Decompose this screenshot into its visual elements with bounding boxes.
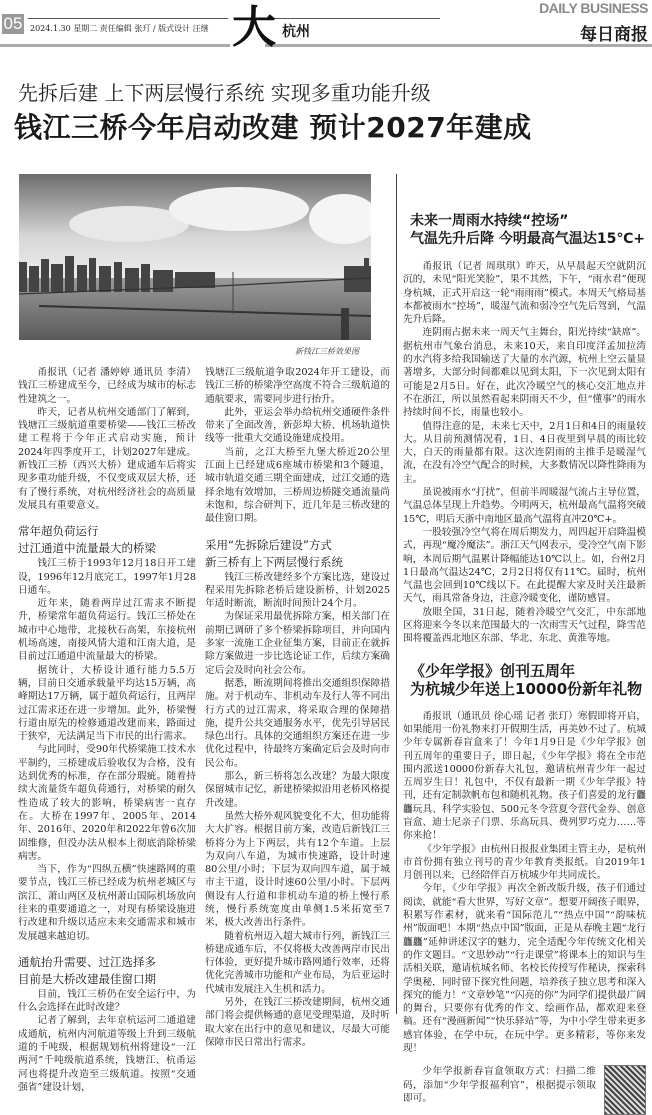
- paragraph: 据统计，大桥设计通行能力5.5万辆，目前日交通承载量平均达15万辆，高峰期达17万辆，属于超负荷运行，且两岸过江需求还在进一步增加。此外，桥梁慢行道由原先的检修通道改建而来，路面过于狭窄，无法满足当下市民的出行需求。: [18, 664, 196, 743]
- paragraph: 虽说被雨水“打扰”，但前半周暖湿气流占主导位置，气温总体呈现上升趋势。今明两天，杭州最高气温将突破15℃，明后天浙中南地区最高气温将直冲20℃+。: [403, 487, 646, 525]
- page-number: 05: [3, 14, 23, 33]
- paragraph: 钱塘江三级航道争取2024年开工建设，而钱江三桥的桥梁净空高度不符合三级航道的通航要求，需要同步进行抬升。: [205, 367, 390, 405]
- paragraph: 为保证采用最优拆除方案，相关部门在前期已调研了多个桥梁拆除项目，并向国内多家一流施工企业征集方案，目前正在就拆除方案做进一步比选论证工作，后续方案确定后会及时向社会公布。: [205, 611, 390, 676]
- lead-article-column-1: [18, 366, 196, 1094]
- section-heading: [18, 523, 196, 557]
- paragraph: 当下，作为“四纵五横”快速路网的重要节点，钱江三桥已经成为杭州老城区与滨江、萧山两区及杭州萧山国际机场放向往来的重要通道之一，对现有桥梁设施进行改建和升级以适应未来交通需求和城市发展越来越迫切。: [18, 864, 196, 942]
- section-heading: [205, 537, 390, 571]
- paragraph: 甬报讯（通讯员 徐心瑶 记者 张玎）寒假即将开启，如果能用一份礼物来打开假期生活，再美妙不过了。杭城少年专属新春盲盒来了！今年1月9日是《少年学报》创刊五周年的重要日子，即日起，《少年学报》将在全市范围内派送10000份新春大礼包，邀请杭州青少年一起过五周岁生日！礼包中，不仅有最新一期《少年学报》特刊，还有定制款帆布包和随机礼物。孩子们喜爱的龙行龘龘玩具、科学实验包、500元冬令营夏令营代金券、创意盲盒、迪士尼亲子门票、乐高玩具、费列罗巧克力……等你来抢！: [403, 710, 646, 842]
- paragraph: 今年，《少年学报》再次全新改版升级，孩子们通过阅读，就能“看大世界，写好文章”。想要开阔孩子眼界，积累写作素材，就来看“国际范儿”“热点中国”“韵味杭州”版面吧！本期“热点中国”版面，正是从春晚主题“龙行龘龘”延伸讲述汉字的魅力，完全适配今年传统文化相关的作文题目。“文思妙动”“行走课堂”将课本上的知识与生活相关联，邀请杭城名师、名校长传授写作秘诀，探索科学奥秘，同时留下探究性问题，培养孩子独立思考和深入探究的能力！“文章妙笔”“闪亮的你”为同学们提供最广阔的舞台，只要你有优秀的作文、绘画作品，都欢迎来登稿。还有“漫画新闻”“快乐驿站”等，为中小学生带来更多感官体验，在学中玩，在玩中学。更多精彩，等你来发现！: [403, 883, 646, 1055]
- section-heading-line: 目前是大桥改建最佳窗口期: [18, 971, 156, 986]
- lead-headline: 钱江三桥今年启动改建 预计2027年建成: [14, 111, 532, 144]
- paragraph: 另外，在钱江三桥改建期间，杭州交通部门将会提供畅通的意见受理渠道，及时听取大家在出行中的意见和建议，尽最大可能保障市民日常出行需求。: [205, 997, 390, 1048]
- issue-meta: 2024.1.30 星期二 责任编辑 张玎 / 版式设计 汪继: [30, 24, 209, 33]
- weather-headline: [403, 212, 646, 248]
- kids-howto: [403, 1065, 596, 1105]
- paragraph: 甬报讯（记者 潘婷婷 通讯员 李清）钱江三桥建成至今，已经成为城市的标志性建筑之一。: [18, 367, 196, 405]
- kids-howto-text: 少年学报新春盲盒领取方式：扫描二维码，添加“少年学报福利官”，根据提示领取即可。: [403, 1066, 596, 1104]
- qr-code[interactable]: [604, 1065, 646, 1115]
- paragraph: 据悉，断流期间将推出交通组织保障措施。对于机动车、非机动车及行人等不同出行方式的过江需求，将采取合理的保障措施，提升公共交通服务水平，优先引导居民绿色出行。具体的交通组织方案还在进一步优化过程中，待最终方案确定后会及时向市民公布。: [205, 677, 390, 769]
- kids-article: [403, 710, 646, 1056]
- paragraph: 昨天，记者从杭州交通部门了解到，钱塘江三级航道重要桥梁——钱江三桥改建工程将于今年正式启动实施，预计2024年四季度开工，计划2027年建成。新钱江三桥（西兴大桥）建成通车后将实现多重功能升级，不仅变成双层大桥，还有了慢行系统，对杭州经济社会的高质量发展具有重要意义。: [18, 406, 196, 511]
- paragraph: 一股较强冷空气将在周后期发力，周四起开启降温模式，再现“魔冷魔法”。浙江天气网表示，受冷空气南下影响，本周后期气温累计降幅能达10℃以上。如，台州2月1日最高气温达24℃，2月2日将仅有11℃。届时，杭州气温也会回到10℃线以下。在此提醒大家及时关注最新天气，雨具常备身边，注意冷暖变化，谨防感冒。: [403, 526, 646, 605]
- weather-article: [403, 260, 646, 646]
- header-bar: [0, 44, 230, 47]
- section-heading-line: 常年超负荷运行: [18, 524, 99, 539]
- kids-headline: [403, 662, 646, 698]
- paragraph: 当前，之江大桥至九堡大桥近20公里江面上已经建成6座城市桥梁和3个隧道，城市轨道交通三期全面建成，过江交通的选择余地有效增加，三桥周边桥隧交通流量尚未饱和，综合研判下，近几年是三桥改建的最佳窗口期。: [205, 446, 390, 525]
- section-heading-line: 采用“先拆除后建设”方式: [205, 537, 332, 552]
- bridge-rendering-photo: [19, 174, 371, 340]
- section-logo: 大: [232, 2, 276, 53]
- paragraph: 《少年学报》由杭州日报报业集团主管主办，是杭州市首份拥有独立刊号的青少年教育类报纸。自2019年1月创刊以来，已经陪伴百万杭城少年共同成长。: [403, 843, 646, 882]
- weather-title-line2: 气温先升后降 今明最高气温达15℃+: [410, 231, 646, 247]
- photo-caption: 新钱江三桥效果图: [295, 347, 359, 356]
- paragraph: 与此同时，受90年代桥梁施工技术水平制约，三桥建成后验收仅为合格，没有达到优秀的标准，存在部分瑕疵。随着持续大流量货车超负荷通行，对桥梁的耐久性造成了较大的影响，桥梁病害一直存在。大桥在1997年、2005年、2014年、2016年、2020年和2022年曾6次加固维修，但没办法从根本上彻底消除桥梁病害。: [18, 744, 196, 862]
- paragraph: 那么，新三桥将怎么改建？为最大限度保留城市记忆，新建桥梁拟沿用老桥风格提升改建。: [205, 771, 390, 809]
- paragraph: 甬报讯（记者 周琪琪）昨天，从早晨起天空就阴沉沉的，未见“阳光笑脸”，果不其然，下午，“雨水君”便现身杭城，正式开启这一轮“雨雨雨”模式。本周天气格局基本都被雨水“控场”，暖湿气流和弱冷空气先后驾到，气温先升后降。: [403, 261, 646, 326]
- paragraph: 钱江三桥改建经多个方案比选，建设过程采用先拆除老桥后建设新桥，计划2025年适时断流，断流时间预计24个月。: [205, 571, 390, 610]
- column-divider: [396, 174, 397, 1014]
- section-heading-line: 新三桥有上下两层慢行系统: [205, 554, 343, 569]
- paragraph: 随着杭州迈入超大城市行列，新钱江三桥建成通车后，不仅将极大改善两岸市民出行体验，更好提升城市路网通行效率，还将优化完善城市功能和产业布局，为后亚运时代城市发展注入生机和活力。: [205, 930, 390, 995]
- paragraph: 记者了解到，去年京杭运河二通道建成通航，杭州内河航道等级上升到三级航道的千吨级，根据规划杭州将建设“一江两河”千吨级航道系统，钱塘江、杭甬运河也将提升改造至三级航道。按照“交通强省”建设计划，: [18, 1015, 196, 1093]
- kids-title-line2: 为杭城少年送上10000份新年礼物: [410, 679, 643, 698]
- paragraph: 钱江三桥于1993年12月18日开工建设，1996年12月底完工，1997年1月28日通车。: [18, 558, 196, 596]
- paragraph: 值得注意的是，未来七天中，2月1日和4日的雨量较大。从目前预测情况看，1日、4日夜里到早晨的雨比较大，白天的雨量都有限。这次连阴雨的主推手是暖湿气流，在没有冷空气配合的时候，大多数情况以降性降雨为主。: [403, 420, 646, 485]
- paragraph: 连阴雨占据未来一周天气主舞台，阳光持续“缺席”。据杭州市气象台消息，未来10天，来自印度洋孟加拉湾的水汽将多给我国输送了大量的水汽源，杭州上空云量显著增多，大部分时间都难以见到太阳，下一次见到太阳有可能是2月5日。好在，此次冷暖空气的核心交汇地点并不在浙江，所以虽然看起来阴雨天不少，但“懂事”的雨水持续时间不长，雨量也较小。: [403, 327, 646, 419]
- lead-article-column-2: [205, 366, 390, 1049]
- brand-english: DAILY BUSINESS: [539, 0, 648, 16]
- kids-howto-row: [403, 1065, 646, 1115]
- section-heading-line: 通航抬升需要、过江选择多: [18, 954, 156, 969]
- paragraph: 此外，亚运会举办给杭州交通硬件条件带来了全面改善，新彭埠大桥、机场轨道快线等一批重大交通设施建成投用。: [205, 406, 390, 445]
- weather-title-line1: 未来一周雨水持续“控场”: [410, 213, 569, 229]
- section-heading: [18, 954, 196, 988]
- kids-title-line1: 《少年学报》创刊五周年: [410, 661, 576, 680]
- header-rule: [265, 18, 440, 19]
- section-heading-line: 过江通道中流量最大的桥梁: [18, 541, 156, 556]
- right-column: [403, 212, 646, 1115]
- paragraph: 虽然大桥外观风貌变化不大，但功能将大大扩容。根据目前方案，改造后新钱江三桥将分为上下两层，共有12个车道。上层为双向八车道，为城市快速路，设计时速80公里/小时；下层为双向四车道，属于城市主干道，设计时速60公里/小时。下层两侧设有人行道和非机动车道的桥上慢行系统，慢行系统宽度由单侧1.5米拓宽至7米，极大改善出行条件。: [205, 810, 390, 929]
- lead-subtitle: 先拆后建 上下两层慢行系统 实现多重功能升级: [18, 81, 431, 105]
- paragraph: 近年来，随着两岸过江需求不断提升，桥梁常年超负荷运行。钱江三桥处在城市中心地带，北接秋石高架，东接杭州机场高速，南接风情大道和江南大道，是目前过江通道中流量最大的桥梁。: [18, 598, 196, 663]
- section-name: 杭州: [282, 24, 310, 40]
- paragraph: 目前，钱江三桥仍在安全运行中，为什么会选择在此时改建？: [18, 988, 196, 1014]
- brand-name: 每日商报: [580, 25, 648, 45]
- paragraph: 放眼全国，31日起，随着冷暖空气交汇，中东部地区将迎来今冬以来范围最大的一次雨雪天气过程，降雪范围将覆盖西北地区东部、华北、东北、黄淮等地。: [403, 606, 646, 645]
- header-rule: [28, 18, 228, 19]
